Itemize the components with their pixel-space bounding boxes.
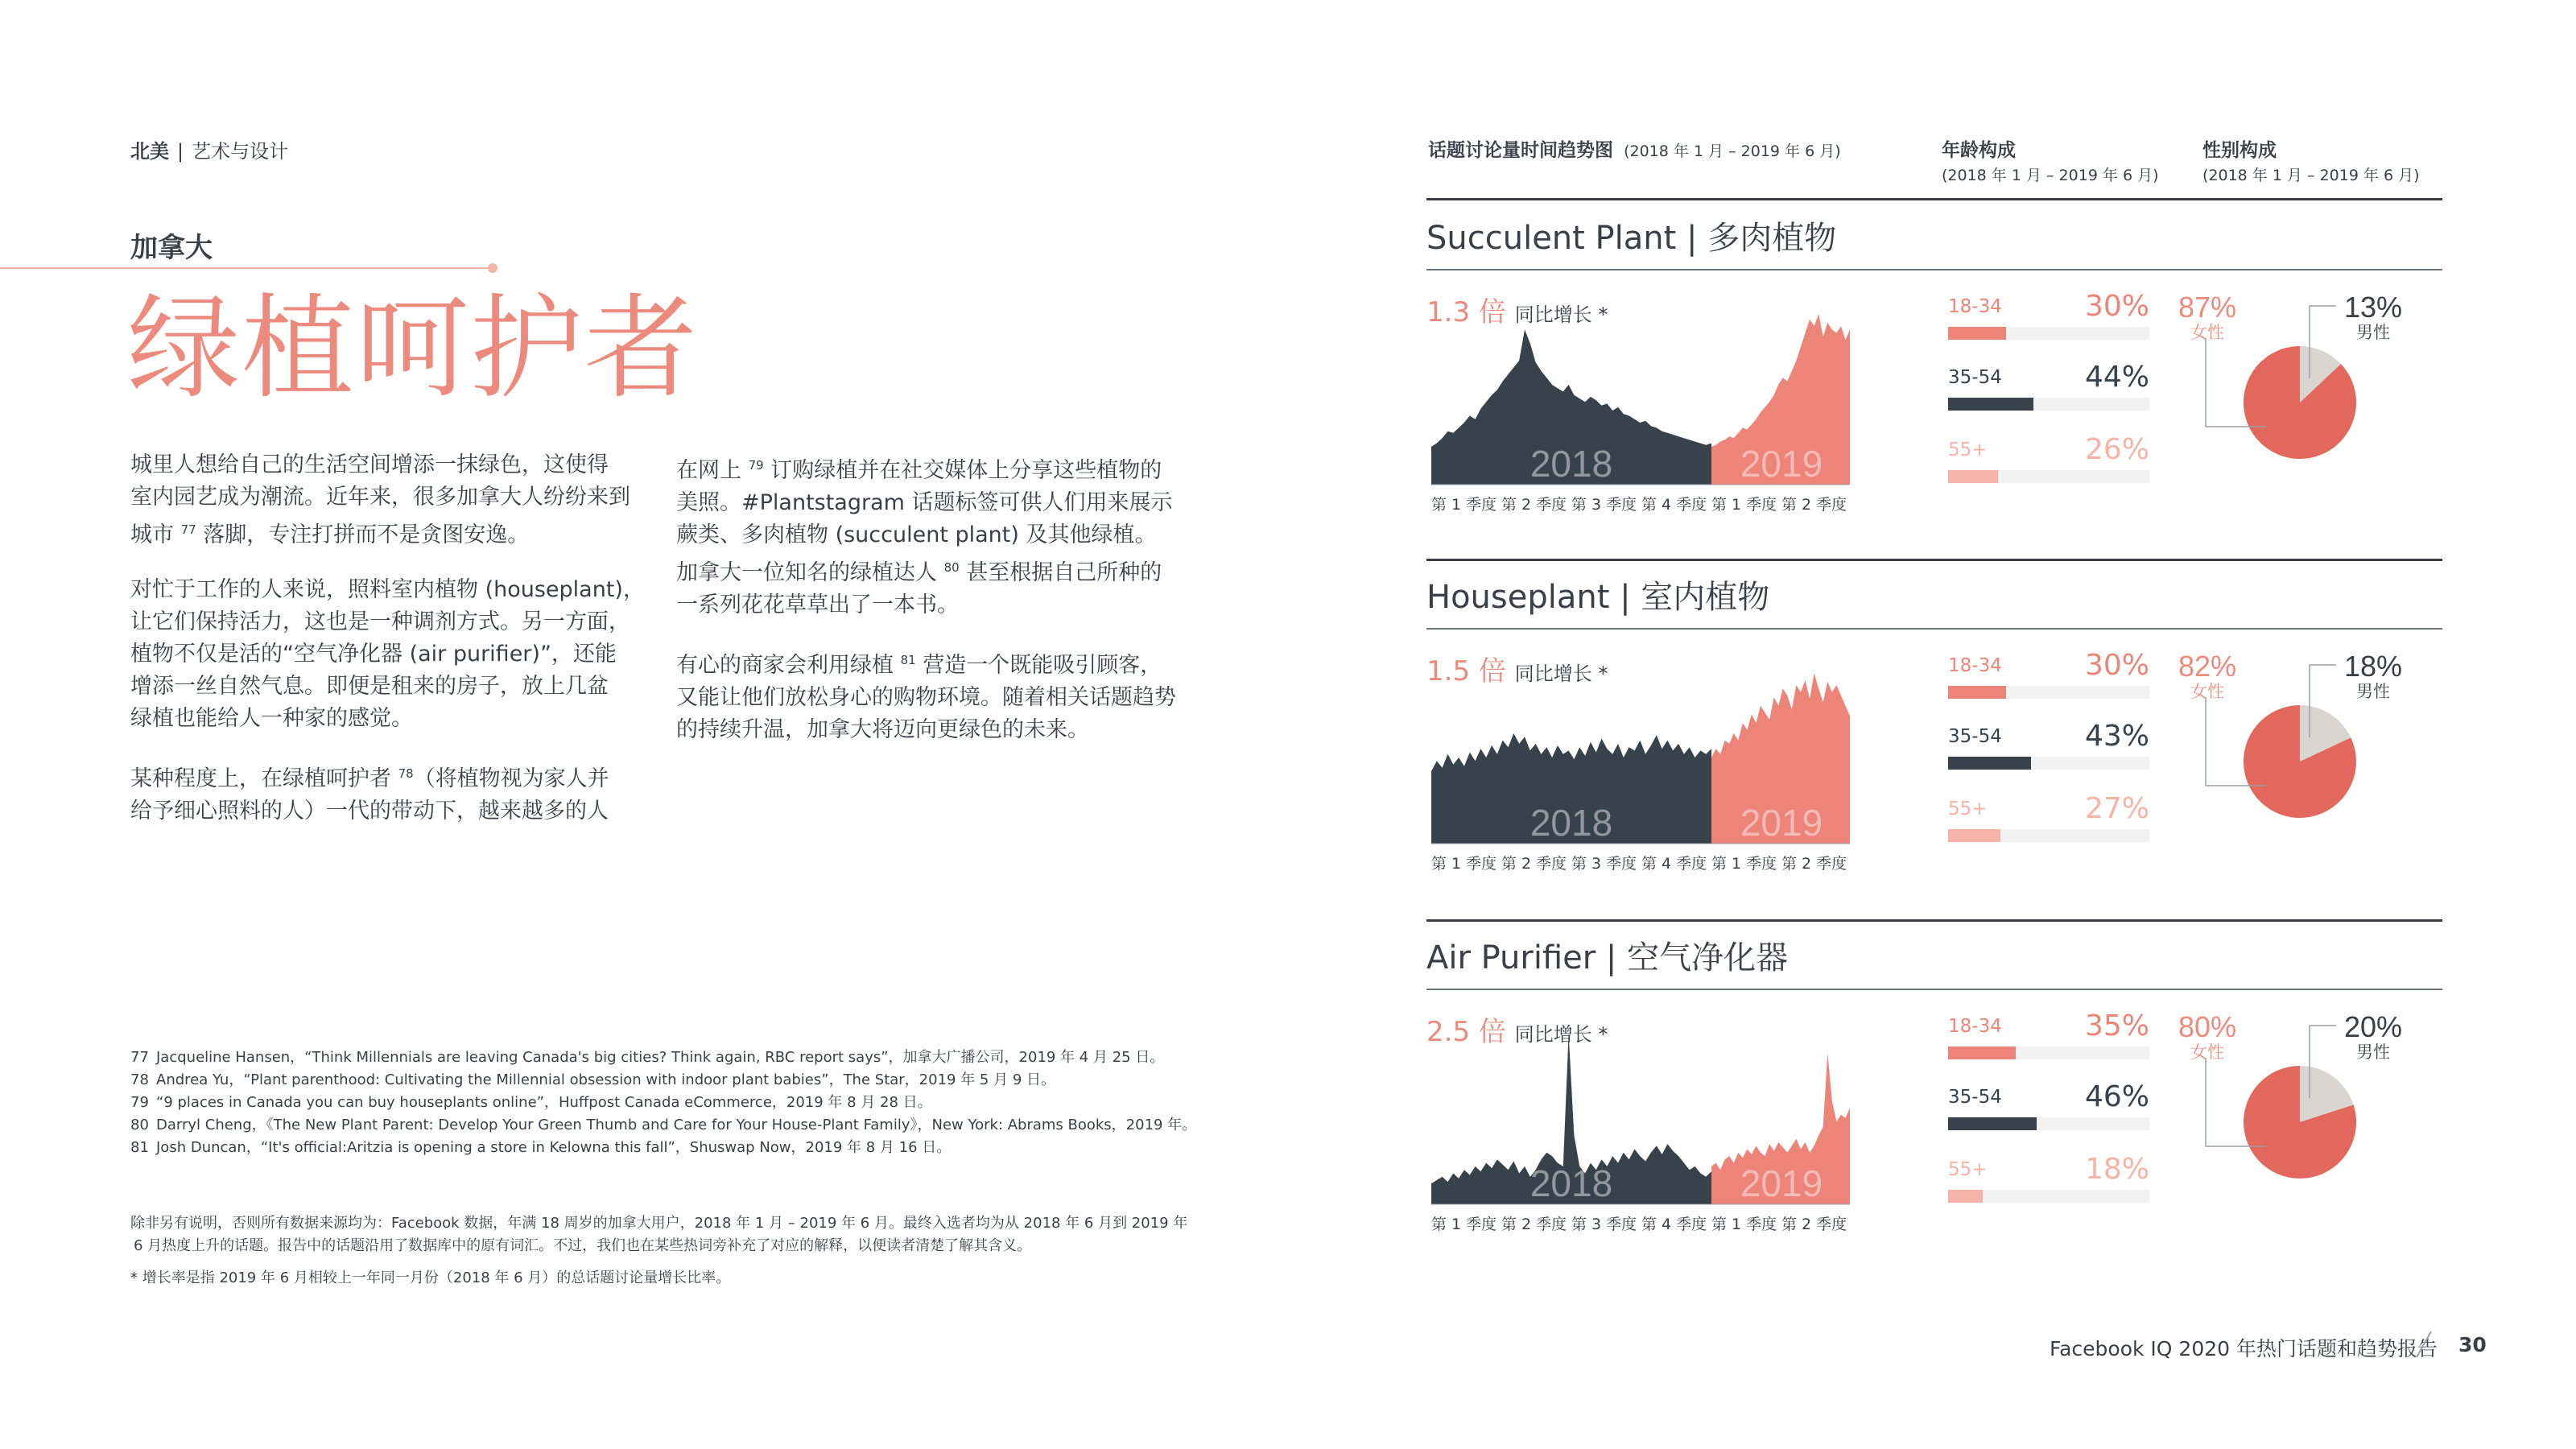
quarter-tick-label: 第 3 季度 [1571,1216,1637,1233]
age-label: 35-54 [1948,726,2002,747]
country-label: 加拿大 [130,232,213,264]
quarter-tick-label: 第 2 季度 [1501,855,1567,873]
age-bar-track [1948,757,2149,770]
age-percent: 26% [2084,433,2149,466]
category-label: 艺术与设计 [192,140,289,163]
text-line: 给予细心照料的人）一代的带动下，越来越多的人 [130,799,609,824]
age-bar-track [1948,686,2149,699]
quarter-tick-label: 第 3 季度 [1571,855,1637,873]
footnote-text: Josh Duncan，“It's official:Aritzia is opening a store in Kelowna this fall”，Shuswap Now，2019 年 8 月 16 日。 [156,1139,952,1156]
text-line: 增添一丝自然气息。即便是租来的房子，放上几盆 [130,674,609,699]
text-line: 的持续升温，加拿大将迈向更绿色的未来。 [676,717,1089,742]
header-divider: | [177,140,184,163]
age-bar-fill [1948,757,2031,770]
age-label: 18-34 [1948,296,2002,317]
male-percent: 20% [2343,1010,2403,1043]
text-line: 落脚，专注打拼而不是贪图安逸。 [196,522,530,547]
footnote-text: Andrea Yu，“Plant parenthood: Cultivating the Millennial obsession with indoor plant babies”，The Star，2019 年 5 月 9 日。 [156,1071,1056,1088]
age-bar-track [1948,398,2149,411]
footnote-ref[interactable]: 78 [398,766,414,781]
growth-label: 同比增长 * [1514,663,1608,685]
quarter-tick-label: 第 1 季度 [1711,855,1777,873]
text-line: 蕨类、多肉植物 (succulent plant) 及其他绿植。 [676,522,1157,547]
footnote-item [130,1069,1338,1092]
body-column-2 [676,449,1224,769]
age-bar-fill [1948,1190,1983,1203]
year-label-2019: 2019 [1740,802,1823,844]
footnote-ref[interactable]: 79 [748,458,764,473]
topic-rule [1426,269,2442,270]
trend-area-chart [1431,660,1850,847]
age-row [1948,433,2149,485]
quarter-tick-label: 第 1 季度 [1431,855,1497,873]
age-bar-fill [1948,829,2000,842]
age-bar-track [1948,1046,2149,1059]
age-bar-fill [1948,398,2033,411]
footnote-text: “9 places in Canada you can buy houseplants online”，Huffpost Canada eCommerce，2019 年 8 月 28 日。 [156,1094,932,1111]
text-line: 一系列花花草草出了一本书。 [676,592,959,617]
footnote-number: 80 [130,1117,149,1133]
age-bar-track [1948,470,2149,483]
female-percent: 87% [2178,291,2237,324]
age-bar-fill [1948,686,2006,699]
year-label-2018: 2018 [1530,1162,1613,1204]
region-label: 北美 [130,140,169,163]
footnote-ref[interactable]: 80 [943,560,960,575]
age-row [1948,792,2149,844]
footnote-number: 78 [130,1071,149,1088]
age-row [1948,1009,2149,1061]
paragraph-5 [676,644,1224,746]
age-row [1948,720,2149,771]
footnote-ref[interactable]: 81 [900,653,916,667]
gender-pie-chart [2175,290,2425,467]
text-line: （将植物视为家人并 [413,766,609,791]
age-row [1948,1153,2149,1204]
male-percent: 13% [2343,291,2403,324]
age-label: 18-34 [1948,1016,2002,1037]
text-line: 植物不仅是活的“空气净化器 (air purifier)”，还能 [130,642,617,667]
age-label: 18-34 [1948,655,2002,676]
paragraph-1 [130,449,654,551]
source-note: 6 月热度上升的话题。报告中的话题沿用了数据库中的原有词汇。不过，我们也在某些热词旁补充了对应的解释，以便读者清楚了解其含义。 [134,1237,1032,1254]
age-percent: 18% [2084,1153,2149,1186]
female-label: 女性 [2190,683,2224,701]
quarter-tick-label: 第 1 季度 [1431,1216,1497,1233]
quarter-tick-label: 第 3 季度 [1571,496,1637,514]
growth-label: 同比增长 * [1514,303,1608,326]
topic-rule [1426,989,2442,990]
year-label-2019: 2019 [1740,1162,1823,1204]
paragraph-3 [130,758,654,828]
topic-title: Air Purifier | 空气净化器 [1426,939,1789,976]
male-label: 男性 [2356,683,2390,701]
age-range: (2018 年 1 月 – 2019 年 6 月) [1942,167,2159,184]
quarter-tick-label: 第 2 季度 [1501,1216,1567,1233]
paragraph-2 [130,574,654,735]
age-bar-track [1948,829,2149,842]
age-bar-fill [1948,1046,2016,1059]
footnote-text: Jacqueline Hansen，“Think Millennials are leaving Canada's big cities? Think again, RBC report says”，加拿大广播公司，2019 年 4 月 25 日。 [156,1049,1165,1066]
quarter-tick-label: 第 4 季度 [1641,496,1707,514]
age-percent: 44% [2084,361,2149,394]
age-column-header [1942,135,2159,185]
year-label-2018: 2018 [1530,443,1613,485]
text-line: 某种程度上，在绿植呵护者 [130,766,398,791]
footnote-number: 81 [130,1139,149,1156]
trend-range: (2018 年 1 月 – 2019 年 6 月) [1624,142,1841,160]
accent-line [0,267,488,269]
female-percent: 82% [2178,650,2237,683]
footnote-item [130,1137,1338,1159]
body-column-1 [130,449,654,850]
footnote-item [130,1092,1338,1114]
header-rule [1426,198,2442,200]
age-label: 55+ [1948,1159,1988,1180]
age-row [1948,649,2149,700]
gender-title: 性别构成 [2202,140,2277,161]
age-label: 55+ [1948,799,1988,819]
text-line: 美照。#Plantstagram 话题标签可供人们用来展示 [676,490,1173,515]
age-bar-track [1948,1117,2149,1130]
female-label: 女性 [2190,324,2224,342]
age-bar-fill [1948,327,2006,340]
page-number: 30 [2458,1333,2487,1356]
quarter-tick-label: 第 1 季度 [1711,496,1777,514]
age-label: 55+ [1948,440,1988,460]
growth-label: 同比增长 * [1514,1023,1608,1046]
topic-section [1426,572,2442,894]
age-row [1948,290,2149,341]
footnotes [130,1046,1338,1159]
trend-area-chart [1431,1021,1850,1208]
growth-value: 2.5 倍 [1426,1016,1506,1048]
source-note: 除非另有说明，否则所有数据来源均为：Facebook 数据，年满 18 周岁的加拿大用户，2018 年 1 月 – 2019 年 6 月。最终入选者均为从 2018 年 6 月到 2019 年 [130,1215,1188,1232]
age-percent: 46% [2084,1080,2149,1113]
male-percent: 18% [2343,650,2403,683]
trend-area-chart [1431,301,1850,488]
age-percent: 30% [2084,290,2149,323]
age-label: 35-54 [1948,367,2002,388]
footnote-item [130,1114,1338,1137]
growth-value: 1.5 倍 [1426,655,1506,687]
topic-rule [1426,628,2442,630]
text-line: 有心的商家会利用绿植 [676,653,901,678]
age-percent: 27% [2084,792,2149,825]
age-row [1948,1080,2149,1132]
trend-title: 话题讨论量时间趋势图 [1428,140,1613,161]
quarter-tick-label: 第 4 季度 [1641,1216,1707,1233]
gender-column-header [2202,135,2420,185]
year-label-2018: 2018 [1530,802,1613,844]
age-bar-fill [1948,1117,2037,1130]
age-bar-track [1948,327,2149,340]
age-bar-fill [1948,470,1998,483]
page-title: 绿植呵护者 [127,283,700,415]
page-header [130,135,288,163]
report-footer [2050,1333,2438,1362]
accent-dot [488,263,497,273]
footnote-number: 79 [130,1094,149,1111]
text-line: 订购绿植并在社交媒体上分享这些植物的 [763,458,1162,483]
footnote-number: 77 [130,1049,149,1066]
quarter-tick-label: 第 1 季度 [1711,1216,1777,1233]
text-line: 营造一个既能吸引顾客， [915,653,1162,678]
footer-slash [2412,1328,2434,1360]
age-percent: 43% [2084,720,2149,753]
male-label: 男性 [2356,1043,2390,1062]
female-percent: 80% [2178,1010,2237,1043]
growth-value: 1.3 倍 [1426,296,1506,328]
topic-section [1426,213,2442,535]
text-line: 加拿大一位知名的绿植达人 [676,560,944,585]
age-title: 年龄构成 [1942,140,2016,161]
text-line: 绿植也能给人一种家的感觉。 [130,706,413,731]
male-label: 男性 [2356,324,2390,342]
age-label: 35-54 [1948,1087,2002,1108]
quarter-tick-label: 第 2 季度 [1781,855,1847,873]
quarter-tick-label: 第 2 季度 [1501,496,1567,514]
text-line: 甚至根据自己所种的 [959,560,1162,585]
gender-range: (2018 年 1 月 – 2019 年 6 月) [2202,167,2420,184]
report-name: Facebook IQ 2020 年热门话题和趋势报告 [2050,1337,2438,1360]
age-percent: 35% [2084,1009,2149,1042]
quarter-tick-label: 第 2 季度 [1781,1216,1847,1233]
text-line: 在网上 [676,458,749,483]
footnote-text: Darryl Cheng，《The New Plant Parent: Develop Your Green Thumb and Care for Your House-Plant Family》，New York: Abrams Books，2019 年。 [156,1117,1197,1133]
text-line: 让它们保持活力，这也是一种调剂方式。另一方面， [130,609,630,634]
topic-title: Succulent Plant | 多肉植物 [1426,220,1837,257]
age-bar-track [1948,1190,2149,1203]
text-line: 城里人想给自己的生活空间增添一抹绿色，这使得 [130,452,609,477]
quarter-tick-label: 第 2 季度 [1781,496,1847,514]
text-line: 又能让他们放松身心的购物环境。随着相关话题趋势 [676,685,1176,710]
age-percent: 30% [2084,649,2149,682]
topic-title: Houseplant | 室内植物 [1426,579,1770,616]
gender-pie-chart [2175,649,2425,826]
footnote-ref[interactable]: 77 [180,522,196,537]
topic-section [1426,932,2442,1254]
paragraph-4 [676,449,1224,621]
female-label: 女性 [2190,1043,2224,1062]
trend-column-header [1428,135,1841,162]
gender-pie-chart [2175,1009,2425,1187]
quarter-tick-label: 第 4 季度 [1641,855,1707,873]
footnote-item [130,1046,1338,1069]
growth-note: * 增长率是指 2019 年 6 月相较上一年同一月份（2018 年 6 月）的总话题讨论量增长比率。 [130,1269,731,1286]
section-divider [1426,559,2442,561]
year-label-2019: 2019 [1740,443,1823,485]
text-line: 室内园艺成为潮流。近年来，很多加拿大人纷纷来到 [130,485,630,510]
section-divider [1426,919,2442,922]
quarter-tick-label: 第 1 季度 [1431,496,1497,514]
age-row [1948,361,2149,412]
text-line: 对忙于工作的人来说，照料室内植物 (houseplant)， [130,577,645,602]
text-line: 城市 [130,522,181,547]
data-notes [130,1212,1354,1290]
